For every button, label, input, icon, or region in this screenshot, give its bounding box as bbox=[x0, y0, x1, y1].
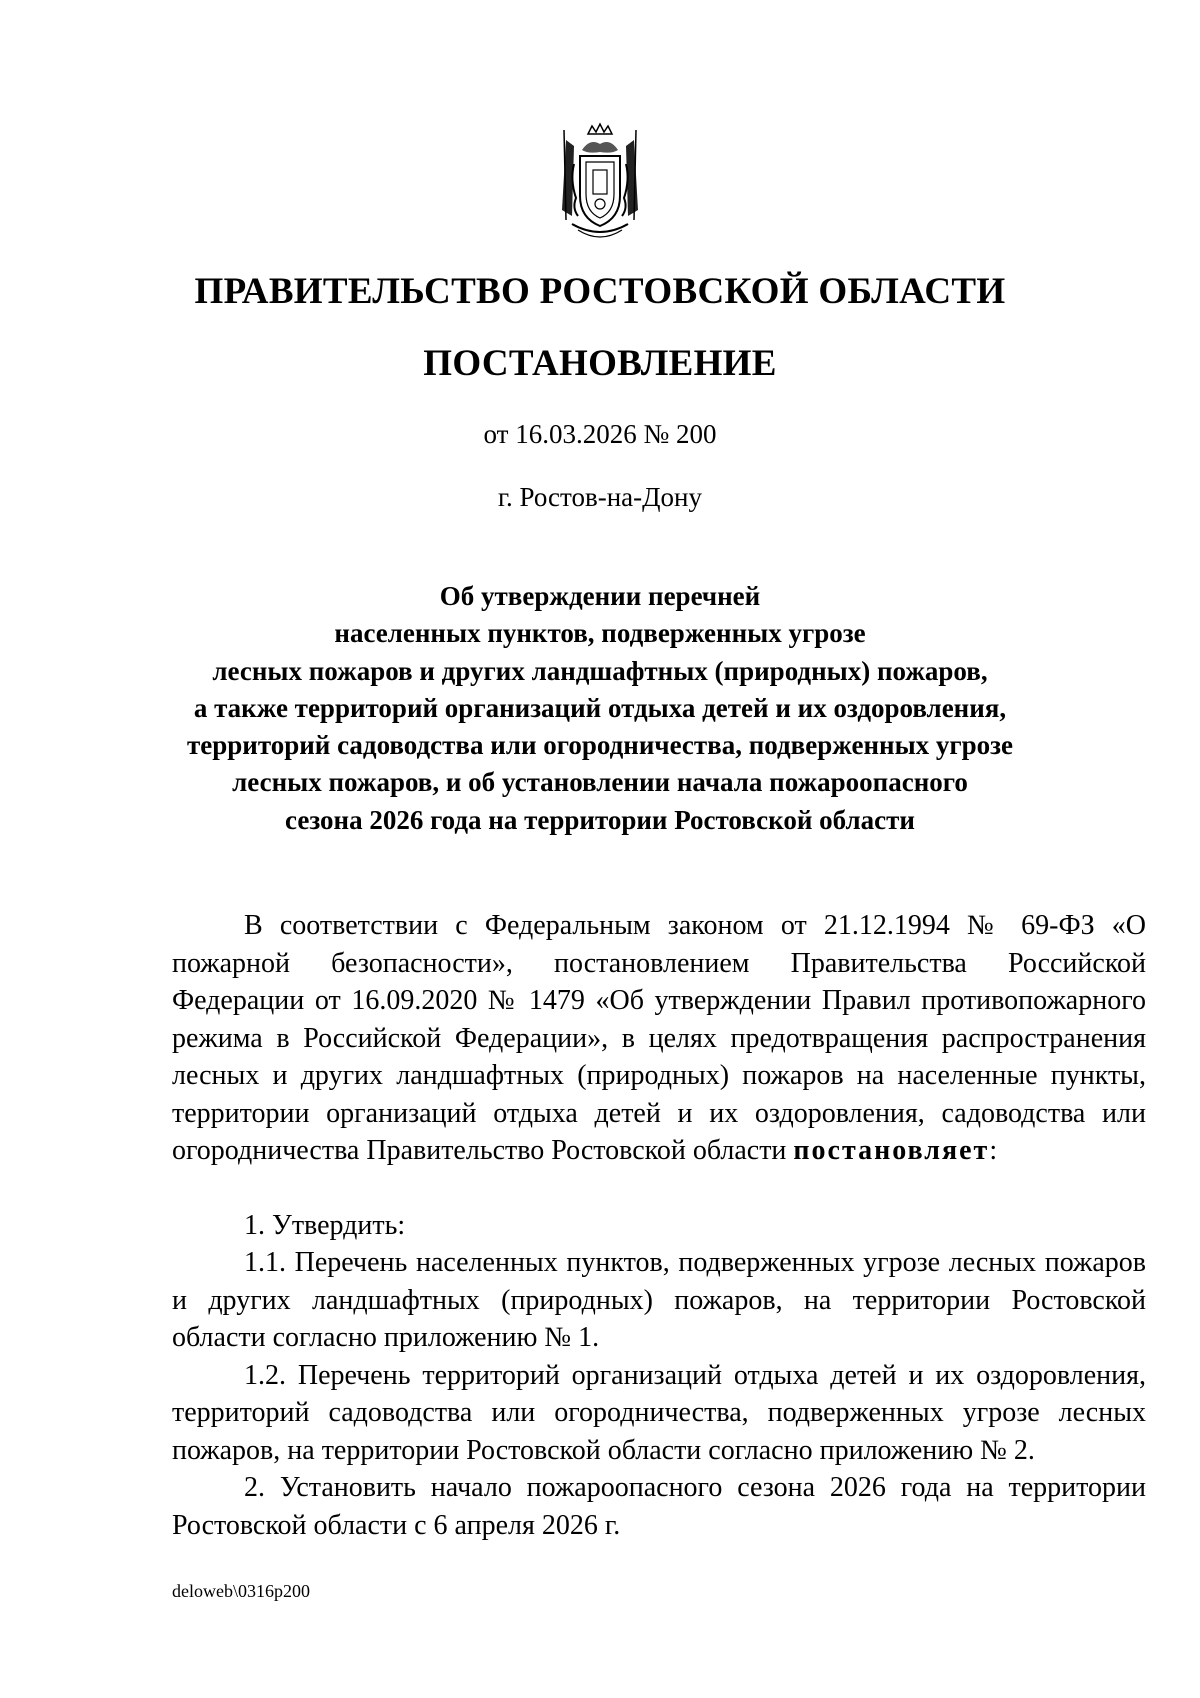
organization-title: ПРАВИТЕЛЬСТВО РОСТОВСКОЙ ОБЛАСТИ bbox=[194, 271, 1006, 312]
item-1: 1. Утвердить: bbox=[244, 1209, 406, 1241]
preamble-paragraph bbox=[172, 907, 1146, 1170]
subject-line: территорий садоводства или огородничества, подверженных угрозе bbox=[186, 730, 1014, 761]
item-1-1: 1.1. Перечень населенных пунктов, подверженных угрозе лесных пожаров и других ландшафтных (природных) пожаров, на территории Ростовской области согласно приложению № 1. bbox=[172, 1247, 1146, 1353]
subject-line: населенных пунктов, подверженных угрозе bbox=[334, 618, 866, 649]
subject-line: а также территорий организаций отдыха детей и их оздоровления, bbox=[193, 692, 1007, 723]
subject-line: лесных пожаров и других ландшафтных (природных) пожаров, bbox=[212, 655, 988, 686]
preamble-text: В соответствии с Федеральным законом от 21.12.1994 № 69-ФЗ «О пожарной безопасности», постановлением Правительства Российской Федерации от 16.09.2020 № 1479 «Об утверждении Правил противопожарного режима в Российской Федерации», в целях предотвращения распространения лесных и других ландшафтных (природных) пожаров на населенные пункты, территории организаций отдыха детей и их оздоровления, садоводства или огородничества Правительство Ростовской области bbox=[172, 910, 1146, 1166]
file-reference: deloweb\0316p200 bbox=[172, 1581, 310, 1601]
subject-line: сезона 2026 года на территории Ростовской области bbox=[285, 804, 915, 835]
resolution-verb: постановляет bbox=[793, 1135, 990, 1166]
subject-line: Об утверждении перечней bbox=[439, 581, 761, 611]
document-city: г. Ростов-на-Дону bbox=[497, 482, 702, 512]
document-date-number: от 16.03.2026 № 200 bbox=[483, 419, 717, 449]
document-body bbox=[172, 907, 1146, 1544]
subject-line: лесных пожаров, и об установлении начала пожароопасного bbox=[232, 767, 968, 798]
coat-of-arms-icon bbox=[552, 120, 648, 244]
item-2: 2. Установить начало пожароопасного сезона 2026 года на территории Ростовской области с 6 апреля 2026 г. bbox=[172, 1472, 1146, 1541]
document-subject bbox=[0, 578, 1200, 839]
item-1-2: 1.2. Перечень территорий организаций отдыха детей и их оздоровления, территорий садоводства или огородничества, подверженных угрозе лесных пожаров, на территории Ростовской области согласно приложению № 2. bbox=[172, 1359, 1146, 1466]
preamble-colon: : bbox=[989, 1135, 998, 1166]
document-type-title: ПОСТАНОВЛЕНИЕ bbox=[423, 343, 777, 384]
